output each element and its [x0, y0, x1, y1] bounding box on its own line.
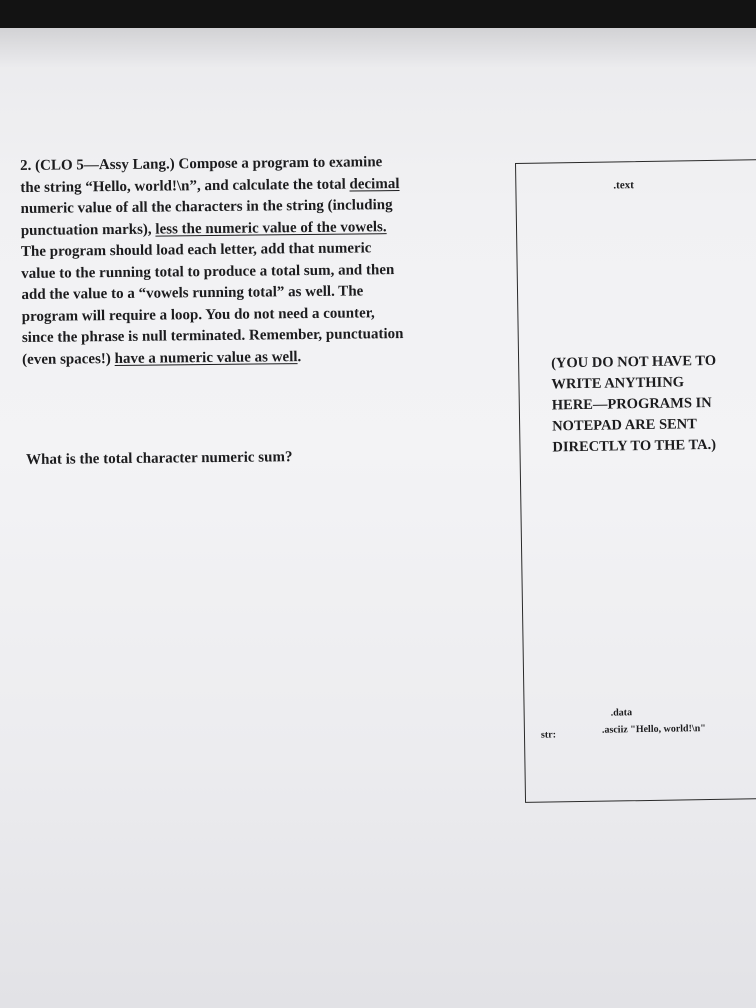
question-line-6: value to the running total to produce a total sum, and then [21, 261, 395, 282]
question-line-2-text: the string “Hello, world!\n”, and calculate the total [20, 176, 350, 196]
note-line-3: HERE—PROGRAMS IN [551, 394, 712, 414]
note-line-4: NOTEPAD ARE SENT [552, 416, 698, 435]
question-line-4-text: punctuation marks), [20, 221, 156, 239]
note-line-2: WRITE ANYTHING [551, 374, 685, 393]
question-line-1: 2. (CLO 5—Assy Lang.) Compose a program to examine [20, 154, 383, 174]
underlined-numeric-value: have a numeric value as well [114, 348, 298, 367]
sum-question: What is the total character numeric sum? [26, 449, 293, 468]
note-line-5: DIRECTLY TO THE TA.) [552, 436, 717, 456]
question-line-10 [22, 344, 522, 371]
question-line-9: since the phrase is null terminated. Remember, punctuation [21, 325, 404, 346]
note-line-1: (YOU DO NOT HAVE TO [551, 352, 717, 372]
underlined-less-vowels: less the numeric value of the vowels. [155, 218, 387, 238]
text-directive: .text [613, 179, 634, 192]
top-dark-bar [0, 0, 756, 28]
question-line-10-text: (even spaces!) [22, 350, 115, 368]
str-label: str: [540, 729, 557, 741]
answer-box [515, 159, 756, 803]
data-directive: .data [610, 707, 633, 719]
question-line-8: program will require a loop. You do not need a counter, [21, 304, 375, 325]
question-line-7: add the value to a “vowels running total” as well. The [21, 283, 364, 303]
top-shadow [0, 28, 756, 68]
question-line-3: numeric value of all the characters in the string (including [20, 197, 393, 217]
question-text [20, 151, 522, 371]
asciiz-line: .asciiz "Hello, world!\n" [601, 723, 706, 736]
question-period: . [297, 348, 302, 365]
answer-box-note [551, 351, 718, 459]
question-line-5: The program should load each letter, add that numeric [20, 240, 372, 260]
underlined-decimal: decimal [349, 175, 400, 193]
